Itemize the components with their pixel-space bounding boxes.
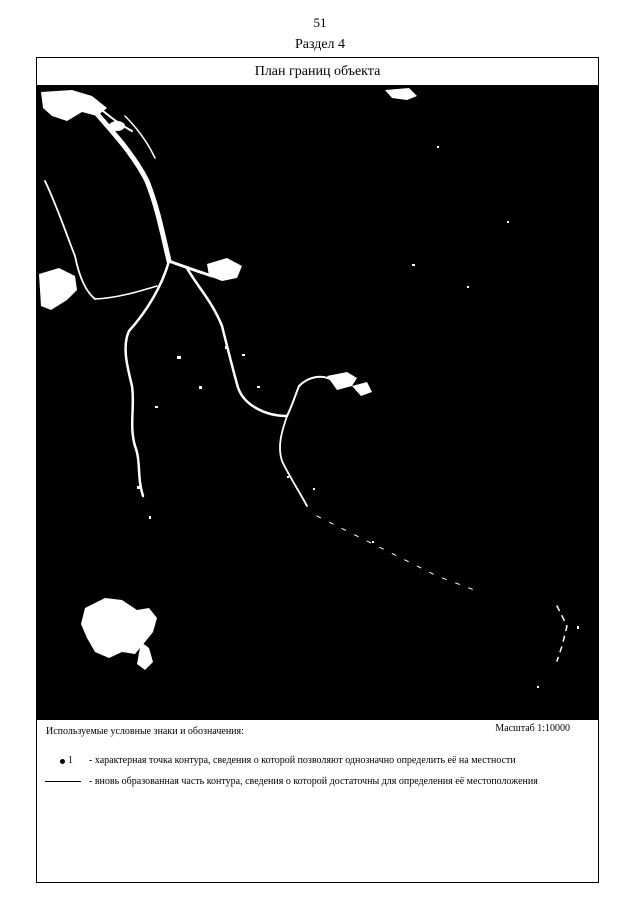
dot-point-icon	[60, 759, 65, 764]
legend-item-text: - характерная точка контура, сведения о которой позволяют однозначно определить её на местности	[89, 755, 516, 766]
solid-line-icon	[45, 781, 81, 782]
legend-item-text: - вновь образованная часть контура, сведения о которой достаточны для определения её местоположения	[89, 776, 538, 787]
legend-title: Используемые условные знаки и обозначения:	[46, 726, 244, 737]
map-image	[37, 86, 598, 720]
legend-item-line	[45, 776, 579, 788]
scale-label: Масштаб 1:10000	[495, 723, 570, 734]
legend-item-point	[45, 755, 579, 767]
point-number-label: 1	[68, 755, 73, 766]
plan-title: План границ объекта	[37, 58, 598, 86]
plan-frame	[36, 57, 599, 883]
boundary-map	[37, 86, 598, 720]
section-title: Раздел 4	[294, 37, 346, 52]
page-number: 51	[313, 15, 327, 30]
